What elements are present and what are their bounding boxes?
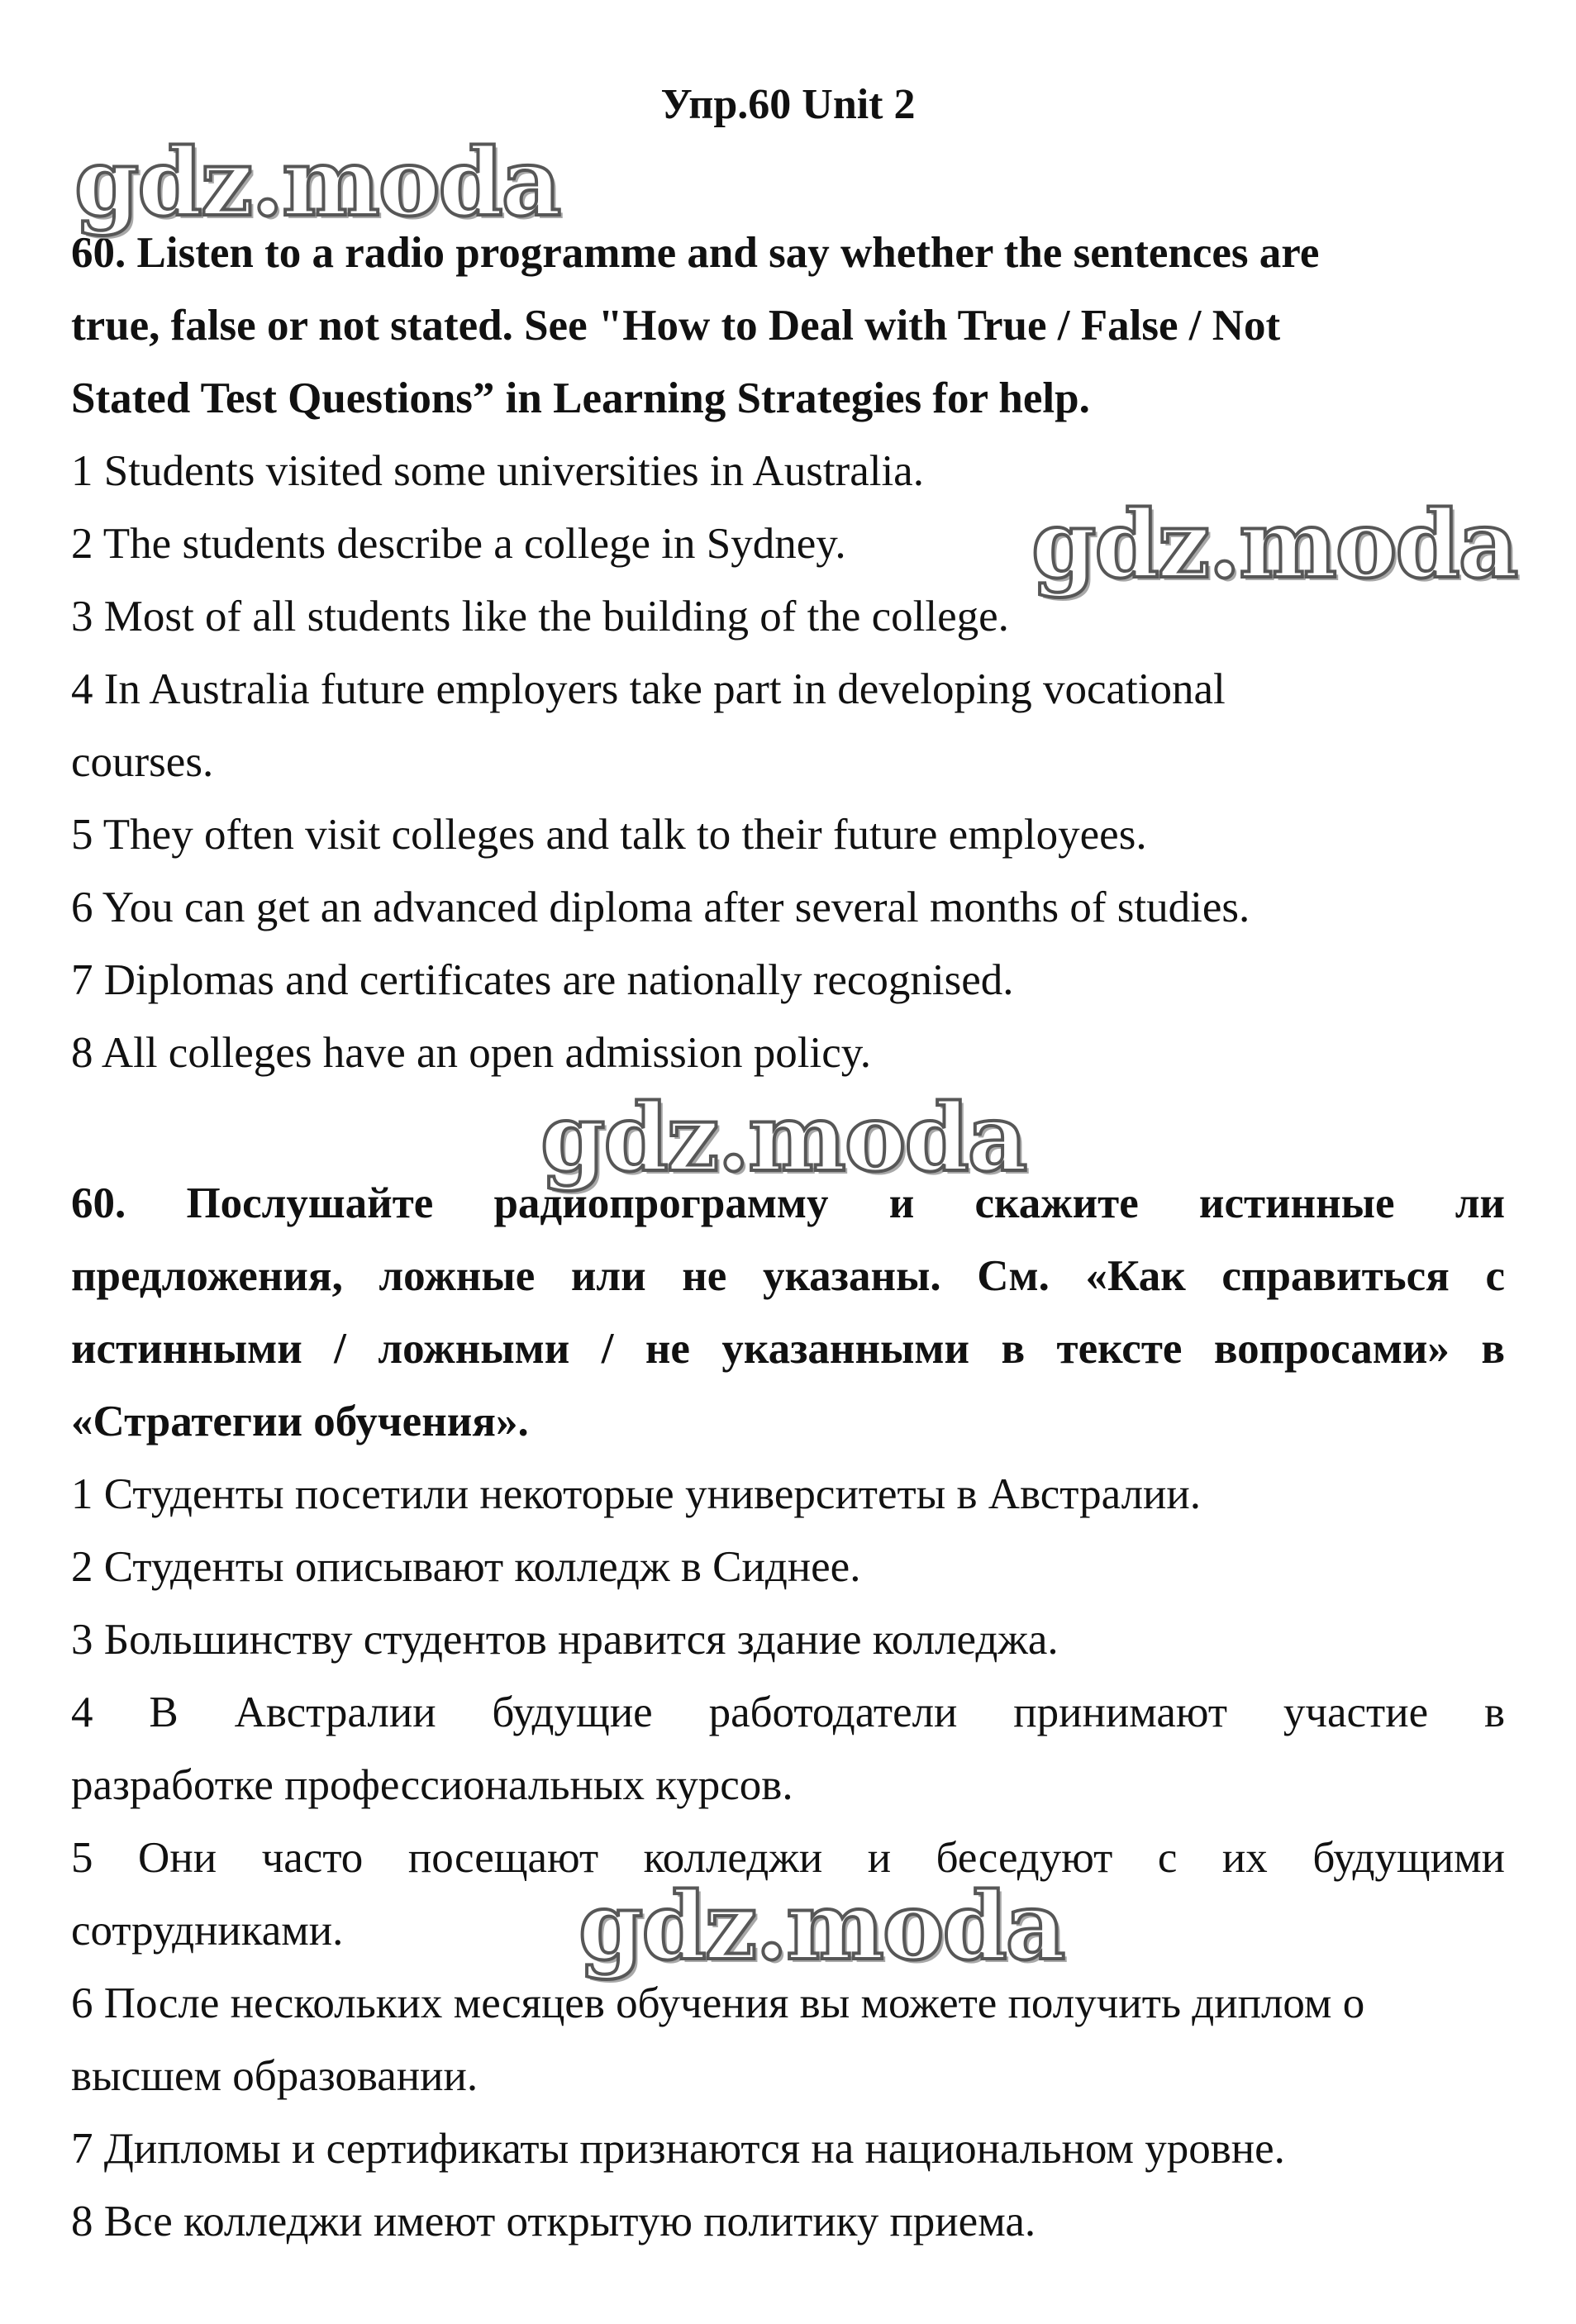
sentence-line: 2 The students describe a college in Sydney. — [71, 520, 846, 568]
sentence-line: 5 Они часто посещают колледжи и беседуют с их будущими — [71, 1834, 1505, 1882]
sentence-line: 1 Students visited some universities in Australia. — [71, 447, 924, 495]
sentence-line: высшем образовании. — [71, 2052, 479, 2100]
sentence-line: 7 Diplomas and certificates are nationally recognised. — [71, 956, 1014, 1004]
sentence-line: 2 Студенты описывают колледж в Сиднее. — [71, 1543, 861, 1591]
sentence-line: 8 Все колледжи имеют открытую политику приема. — [71, 2198, 1036, 2245]
instruction-line: «Стратегии обучения». — [71, 1398, 529, 1445]
sentence-line: 3 Большинству студентов нравится здание колледжа. — [71, 1616, 1059, 1664]
sentence-line: 4 In Australia future employers take part in developing vocational — [71, 665, 1226, 713]
page-title: Упр.60 Unit 2 — [660, 81, 916, 128]
instruction-line: 60. Послушайте радиопрограмму и скажите истинные ли — [71, 1179, 1505, 1227]
watermark-logo: gdz.moda — [74, 129, 560, 237]
instruction-line: предложения, ложные или не указаны. См. «Как справиться с — [71, 1252, 1505, 1300]
sentence-line: 4 В Австралии будущие работодатели принимают участие в — [71, 1688, 1505, 1736]
sentence-line: 3 Most of all students like the building of the college. — [71, 593, 1009, 641]
sentence-line: 6 You can get an advanced diploma after several months of studies. — [71, 883, 1250, 931]
watermark-logo: gdz.moda — [540, 1084, 1026, 1193]
watermark-logo: gdz.moda — [1031, 491, 1517, 599]
sentence-line: 6 После нескольких месяцев обучения вы можете получить диплом о — [71, 1979, 1365, 2027]
instruction-line: истинными / ложными / не указанными в тексте вопросами» в — [71, 1325, 1505, 1373]
english-instruction — [71, 217, 1505, 435]
watermark-logo: gdz.moda — [579, 1873, 1064, 1981]
sentence-line: 8 All colleges have an open admission policy. — [71, 1029, 872, 1077]
instruction-line: 60. Listen to a radio programme and say whether the sentences are — [71, 229, 1320, 277]
sentence-line: сотрудниками. — [71, 1907, 344, 1955]
instruction-line: true, false or not stated. See "How to Deal with True / False / Not — [71, 302, 1281, 350]
instruction-line: Stated Test Questions” in Learning Strategies for help. — [71, 374, 1090, 422]
sentence-line: 7 Дипломы и сертификаты признаются на национальном уровне. — [71, 2125, 1285, 2173]
russian-instruction — [71, 1167, 1505, 1458]
sentence-line: разработке профессиональных курсов. — [71, 1761, 793, 1809]
sentence-line: courses. — [71, 738, 214, 786]
russian-sentence-list — [71, 1458, 1505, 2258]
sentence-line: 5 They often visit colleges and talk to their future employees. — [71, 811, 1147, 859]
sentence-line: 1 Студенты посетили некоторые университеты в Австралии. — [71, 1470, 1202, 1518]
